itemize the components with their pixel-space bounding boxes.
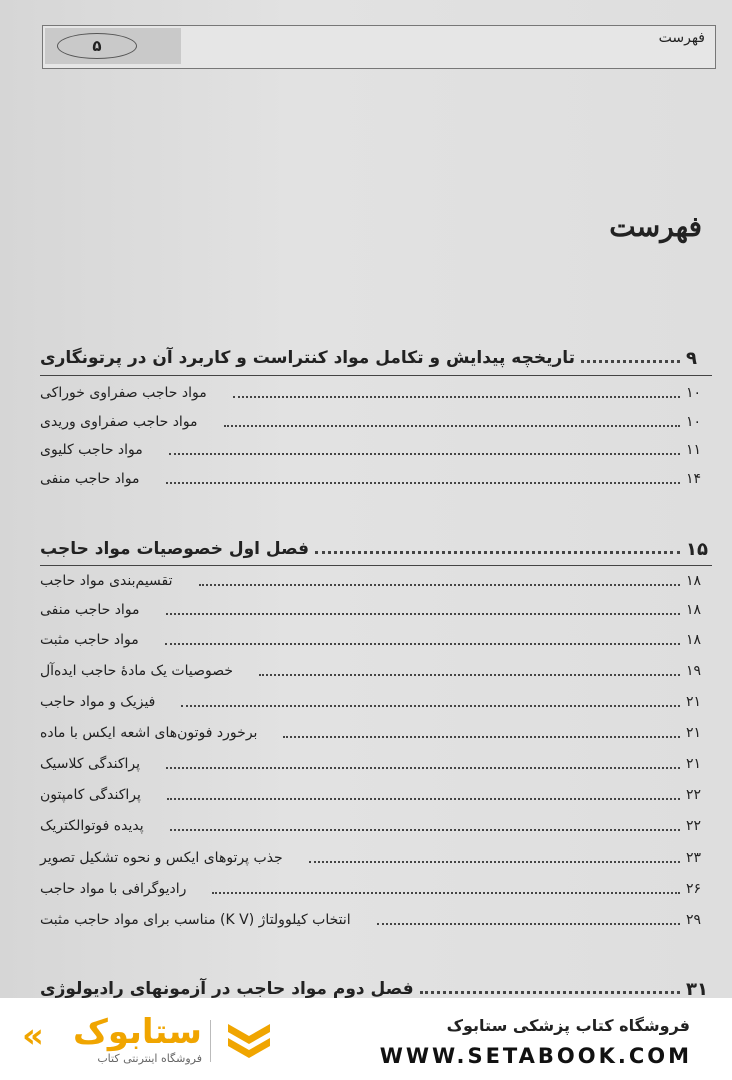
toc-item: [40, 466, 712, 492]
toc-item-label: رادیوگرافی با مواد حاجب: [40, 881, 187, 897]
toc-page-number: ۲۱: [686, 725, 702, 741]
toc-item-label: پراکندگی کلاسیک: [40, 756, 141, 772]
toc-page-number: ۲۲: [686, 818, 702, 834]
toc-item: [40, 658, 712, 684]
toc-item-label: مواد حاجب صفراوی وریدی: [40, 414, 198, 430]
toc-item: [40, 813, 712, 839]
leader-dots: [166, 767, 680, 769]
toc-item: [40, 720, 712, 746]
toc-item-label: پراکندگی کامپتون: [40, 787, 141, 803]
footer-banner: [0, 998, 732, 1080]
toc-page-number: ۲۲: [686, 787, 702, 803]
setabook-logo[interactable]: [22, 1012, 202, 1068]
toc-item: [40, 751, 712, 777]
toc-item-label: مواد حاجب منفی: [40, 602, 140, 618]
toc-item-label: انتخاب کیلوولتاژ (K V) مناسب برای مواد حاجب مثبت: [40, 912, 351, 928]
toc-item: [40, 568, 712, 594]
toc-item-label: پدیده فوتوالکتریک: [40, 818, 144, 834]
toc-item-label: فیزیک و مواد حاجب: [40, 694, 156, 710]
toc-item-label: خصوصیات یک مادهٔ حاجب ایده‌آل: [40, 663, 233, 679]
leader-dots: [165, 643, 680, 645]
leader-dots: [181, 705, 680, 707]
toc-item-label: برخورد فوتون‌های اشعه ایکس با ماده: [40, 725, 258, 741]
toc-item: [40, 627, 712, 653]
toc-page-number: ۱۹: [686, 663, 702, 679]
footer-divider: [210, 1020, 211, 1062]
toc-item: [40, 689, 712, 715]
toc-page-number: ۹: [686, 347, 697, 369]
toc-heading: [40, 976, 712, 998]
leader-dots: [170, 829, 680, 831]
shop-name: فروشگاه کتاب پزشکی ستابوک: [446, 1016, 690, 1035]
toc-page-number: ۱۵: [686, 538, 708, 560]
leader-dots: [169, 453, 680, 455]
toc-page-number: ۱۰: [686, 385, 702, 401]
toc-item: [40, 845, 712, 871]
toc-item-label: مواد حاجب منفی: [40, 471, 140, 487]
toc-page-number: ۲۱: [686, 694, 702, 710]
toc-page-number: ۲۶: [686, 881, 702, 897]
toc-item: [40, 876, 712, 902]
toc-page-number: ۱۸: [686, 573, 702, 589]
toc-heading: [40, 345, 712, 371]
leader-dots: [581, 360, 680, 363]
toc-heading-label: فصل دوم مواد حاجب در آزمونهای رادیولوژی: [40, 979, 414, 998]
leader-dots: [420, 991, 680, 994]
page-header: [42, 25, 716, 69]
toc-item-label: تقسیم‌بندی مواد حاجب: [40, 573, 173, 589]
leader-dots: [199, 584, 680, 586]
toc-page-number: ۲۳: [686, 850, 702, 866]
divider: [40, 375, 712, 376]
toc-item-label: مواد حاجب صفراوی خوراکی: [40, 385, 207, 401]
toc-item: [40, 380, 712, 406]
toc-item: [40, 409, 712, 435]
leader-dots: [309, 861, 680, 863]
leader-dots: [233, 396, 680, 398]
shop-url-link[interactable]: WWW.SETABOOK.COM: [379, 1044, 692, 1068]
toc-item-label: جذب پرتوهای ایکس و نحوه تشکیل تصویر: [40, 850, 283, 866]
toc-page-number: ۱۸: [686, 602, 702, 618]
page-title: فهرست: [609, 210, 702, 243]
toc-page-number: ۱۰: [686, 414, 702, 430]
header-title: فهرست: [658, 30, 705, 46]
toc-item: [40, 597, 712, 623]
leader-dots: [224, 425, 680, 427]
toc-heading-label: فصل اول خصوصیات مواد حاجب: [40, 539, 309, 559]
leader-dots: [259, 674, 680, 676]
toc-page-number: ۲۹: [686, 912, 702, 928]
leader-dots: [283, 736, 680, 738]
toc-page-number: ۱۸: [686, 632, 702, 648]
toc-page-number: ۱۴: [686, 471, 702, 487]
leader-dots: [167, 798, 680, 800]
toc-heading-label: تاریخچه پیدایش و تکامل مواد کنتراست و کاربرد آن در پرتونگاری: [40, 348, 576, 368]
leader-dots: [315, 551, 680, 554]
header-page-box: [45, 28, 181, 64]
toc-item: [40, 907, 712, 933]
leader-dots: [212, 892, 680, 894]
toc-item: [40, 782, 712, 808]
toc-page-number: ۲۱: [686, 756, 702, 772]
leader-dots: [166, 482, 680, 484]
toc-item: [40, 437, 712, 463]
header-page-number: ۵: [57, 33, 137, 59]
double-chevron-icon: «: [22, 1016, 44, 1056]
toc-item-label: مواد حاجب کلیوی: [40, 442, 143, 458]
logo-text: ستابوک: [73, 1012, 202, 1052]
divider: [40, 565, 712, 566]
layered-chevron-icon: [222, 1014, 276, 1064]
toc-page-number: ۳۱: [686, 978, 708, 998]
leader-dots: [166, 613, 680, 615]
toc-page-number: ۱۱: [686, 442, 702, 458]
toc-item-label: مواد حاجب مثبت: [40, 632, 139, 648]
toc-heading: [40, 536, 712, 562]
leader-dots: [377, 923, 680, 925]
logo-subtitle: فروشگاه اینترنتی کتاب: [97, 1052, 202, 1065]
